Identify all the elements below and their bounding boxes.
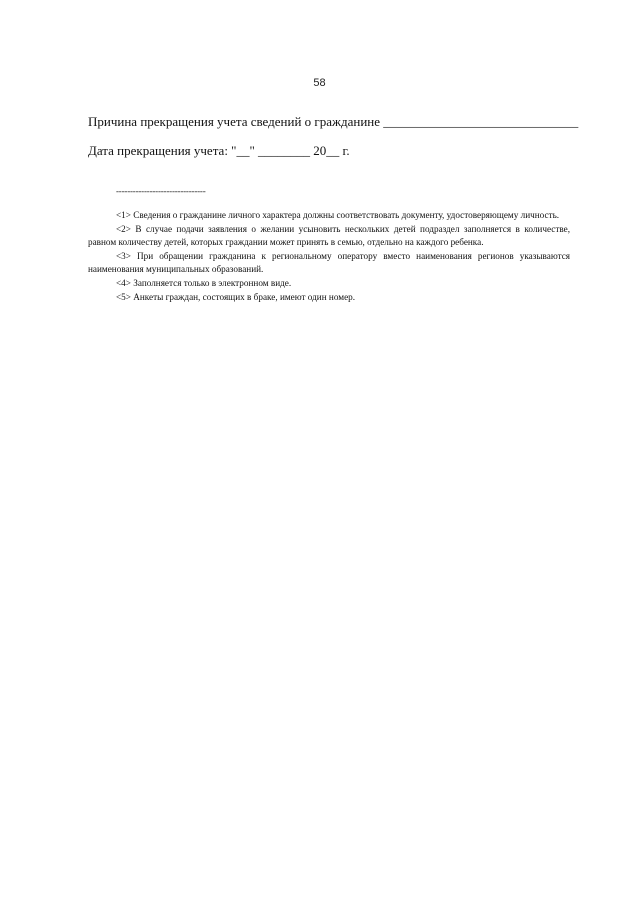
footnote-2: <2> В случае подачи заявления о желании усыновить нескольких детей подраздел заполняется в количестве, равном количеству детей, которых граждании может принять в семью, отдельно на каждого ребенка. [88, 223, 570, 248]
footnote-5: <5> Анкеты граждан, состоящих в браке, имеют один номер. [116, 291, 356, 302]
page-number: 58 [313, 77, 326, 89]
footnote-1: <1> Сведения о гражданине личного характера должны соответствовать документу, удостоверяющему личность. [116, 210, 560, 220]
footnotes [88, 209, 570, 304]
footnote-separator: -------------------------------- [116, 186, 206, 196]
termination-date-field: Дата прекращения учета: "__" ________ 20__ г. [88, 143, 350, 158]
footnote-3: <3> При обращении гражданина к региональному оператору вместо наименования регионов указываются наименования муниципальных образований. [88, 250, 570, 275]
footnote-4: <4> Заполняется только в электронном виде. [116, 277, 292, 288]
termination-reason-field: Причина прекращения учета сведений о гражданине ______________________________ [88, 114, 579, 129]
